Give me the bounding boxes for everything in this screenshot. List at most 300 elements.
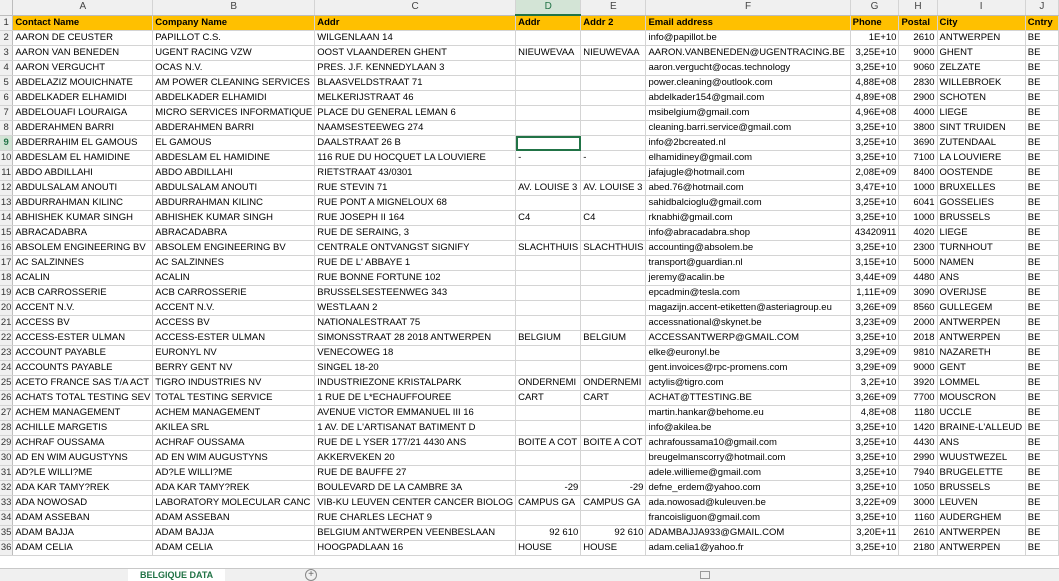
table-cell[interactable]: LEUVEN [937,496,1025,511]
table-cell[interactable]: TURNHOUT [937,241,1025,256]
table-cell[interactable]: transport@guardian.nl [646,256,850,271]
table-cell[interactable]: CAMPUS GA [581,496,646,511]
table-cell[interactable]: PAPILLOT C.S. [153,31,315,46]
table-cell[interactable]: ZELZATE [937,61,1025,76]
table-cell[interactable]: ABDESLAM EL HAMIDINE [13,151,153,166]
table-cell[interactable]: BE [1025,46,1058,61]
table-cell[interactable]: ANS [937,436,1025,451]
table-cell[interactable]: ANTWERPEN [937,541,1025,556]
table-cell[interactable]: 3920 [899,376,937,391]
table-cell[interactable]: 3,25E+10 [850,151,899,166]
table-cell[interactable]: 6041 [899,196,937,211]
row-header[interactable]: 23 [0,346,13,361]
table-cell[interactable]: ABHISHEK KUMAR SINGH [153,211,315,226]
table-cell[interactable]: 2018 [899,331,937,346]
table-cell[interactable]: francoisliguon@gmail.com [646,511,850,526]
table-cell[interactable]: RUE BONNE FORTUNE 102 [315,271,516,286]
table-cell[interactable] [581,121,646,136]
table-cell[interactable] [516,121,581,136]
table-cell[interactable] [581,466,646,481]
table-cell[interactable]: ABDURRAHMAN KILINC [153,196,315,211]
table-cell[interactable]: 3,44E+09 [850,271,899,286]
table-cell[interactable] [581,451,646,466]
table-cell[interactable]: 3,25E+10 [850,511,899,526]
table-cell[interactable]: CENTRALE ONTVANGST SIGNIFY [315,241,516,256]
table-cell[interactable]: ADA NOWOSAD [13,496,153,511]
row-header[interactable]: 5 [0,76,13,91]
table-cell[interactable]: BOULEVARD DE LA CAMBRE 3A [315,481,516,496]
column-header-c[interactable]: C [315,0,516,15]
table-cell[interactable]: 1050 [899,481,937,496]
table-cell[interactable] [516,196,581,211]
table-cell[interactable]: ABDERAHMEN BARRI [153,121,315,136]
table-cell[interactable]: 3,25E+10 [850,196,899,211]
table-cell[interactable]: NIEUWEVAA [516,46,581,61]
table-cell[interactable]: ABDERAHMEN BARRI [13,121,153,136]
table-cell[interactable]: 4020 [899,226,937,241]
table-cell[interactable]: -29 [516,481,581,496]
table-cell[interactable]: ANTWERPEN [937,316,1025,331]
column-header-f[interactable]: F [646,0,850,15]
table-cell[interactable]: ACCESS-ESTER ULMAN [153,331,315,346]
column-header-i[interactable]: I [937,0,1025,15]
table-cell[interactable]: BELGIUM [516,331,581,346]
table-cell[interactable]: ADA KAR TAMY?REK [153,481,315,496]
table-cell[interactable] [516,511,581,526]
table-cell[interactable]: 1000 [899,211,937,226]
table-cell[interactable]: 2990 [899,451,937,466]
table-cell[interactable]: adele.willieme@gmail.com [646,466,850,481]
table-cell[interactable]: 2180 [899,541,937,556]
table-cell[interactable] [581,271,646,286]
table-cell[interactable]: abed.76@hotmail.com [646,181,850,196]
table-cell[interactable]: NAAMSESTEEWEG 274 [315,121,516,136]
row-header[interactable]: 17 [0,256,13,271]
table-cell[interactable]: ABDURRAHMAN KILINC [13,196,153,211]
table-cell[interactable]: 3,25E+10 [850,121,899,136]
table-cell[interactable]: AKILEA SRL [153,421,315,436]
table-cell[interactable]: BE [1025,106,1058,121]
column-header-e[interactable]: E [581,0,646,15]
table-cell[interactable]: BOITE A COT [581,436,646,451]
table-cell[interactable]: ONDERNEMI [581,376,646,391]
table-cell[interactable]: info@akilea.be [646,421,850,436]
table-cell[interactable] [581,256,646,271]
table-cell[interactable]: elhamidiney@gmail.com [646,151,850,166]
table-cell[interactable]: AARON VAN BENEDEN [13,46,153,61]
table-cell[interactable] [516,361,581,376]
table-cell[interactable]: 2830 [899,76,937,91]
table-cell[interactable]: 3,29E+09 [850,346,899,361]
table-cell[interactable]: BE [1025,151,1058,166]
table-cell[interactable]: cleaning.barri.service@gmail.com [646,121,850,136]
table-cell[interactable]: defne_erdem@yahoo.com [646,481,850,496]
table-cell[interactable]: BRUGELETTE [937,466,1025,481]
table-cell[interactable]: -29 [581,481,646,496]
table-cell[interactable]: ADAM ASSEBAN [13,511,153,526]
table-cell[interactable]: BE [1025,301,1058,316]
table-cell[interactable] [581,196,646,211]
row-header[interactable]: 13 [0,196,13,211]
table-cell[interactable]: 116 RUE DU HOCQUET LA LOUVIERE [315,151,516,166]
table-cell[interactable]: WILLEBROEK [937,76,1025,91]
table-cell[interactable]: 4000 [899,106,937,121]
table-cell[interactable]: SLACHTHUIS [516,241,581,256]
column-header-a[interactable]: A [13,0,153,15]
table-cell[interactable] [581,76,646,91]
table-cell[interactable]: 3,25E+10 [850,136,899,151]
row-header[interactable]: 16 [0,241,13,256]
table-cell[interactable]: NIEUWEVAA [581,46,646,61]
table-cell[interactable]: actylis@tigro.com [646,376,850,391]
row-header[interactable]: 18 [0,271,13,286]
column-header-b[interactable]: B [153,0,315,15]
table-cell[interactable]: BE [1025,331,1058,346]
table-cell[interactable]: 2900 [899,91,937,106]
row-header[interactable]: 29 [0,436,13,451]
table-cell[interactable]: BE [1025,226,1058,241]
table-cell[interactable]: ACB CARROSSERIE [153,286,315,301]
table-cell[interactable]: ABDELAZIZ MOUICHNATE [13,76,153,91]
table-cell[interactable]: LABORATORY MOLECULAR CANC [153,496,315,511]
table-cell[interactable] [516,271,581,286]
table-cell[interactable]: 3800 [899,121,937,136]
table-cell[interactable]: NAZARETH [937,346,1025,361]
row-header[interactable]: 28 [0,421,13,436]
table-cell[interactable]: ACALIN [13,271,153,286]
table-cell[interactable]: GHENT [937,46,1025,61]
table-cell[interactable]: 3090 [899,286,937,301]
table-cell[interactable]: OVERIJSE [937,286,1025,301]
table-cell[interactable]: AKKERVEKEN 20 [315,451,516,466]
row-header[interactable]: 9 [0,136,13,151]
row-header[interactable]: 31 [0,466,13,481]
table-cell[interactable]: ANS [937,271,1025,286]
table-cell[interactable]: AVENUE VICTOR EMMANUEL III 16 [315,406,516,421]
table-cell[interactable] [581,31,646,46]
table-cell[interactable]: ACCENT N.V. [153,301,315,316]
table-cell[interactable]: ONDERNEMI [516,376,581,391]
table-cell[interactable]: UCCLE [937,406,1025,421]
table-cell[interactable]: LOMMEL [937,376,1025,391]
table-cell[interactable]: BE [1025,91,1058,106]
row-header[interactable]: 36 [0,541,13,556]
table-cell[interactable]: SINGEL 18-20 [315,361,516,376]
table-cell[interactable]: 3,25E+10 [850,451,899,466]
table-cell[interactable]: ACCESS BV [13,316,153,331]
table-cell[interactable]: RUE PONT A MIGNELOUX 68 [315,196,516,211]
table-cell[interactable]: 7700 [899,391,937,406]
table-cell[interactable]: accounting@absolem.be [646,241,850,256]
table-cell[interactable]: ACCESS-ESTER ULMAN [13,331,153,346]
table-cell[interactable]: HOOGPADLAAN 16 [315,541,516,556]
table-cell[interactable] [581,316,646,331]
table-cell[interactable]: 2610 [899,31,937,46]
column-header-d[interactable]: D [516,0,581,15]
table-cell[interactable]: LIEGE [937,226,1025,241]
table-cell[interactable]: 1160 [899,511,937,526]
table-cell[interactable]: 8560 [899,301,937,316]
table-cell[interactable]: adam.celia1@yahoo.fr [646,541,850,556]
table-cell[interactable] [581,406,646,421]
table-cell[interactable]: 3,25E+10 [850,481,899,496]
table-cell[interactable] [581,511,646,526]
row-header[interactable]: 33 [0,496,13,511]
table-cell[interactable]: 4,88E+08 [850,76,899,91]
row-header[interactable]: 7 [0,106,13,121]
table-cell[interactable]: ANTWERPEN [937,526,1025,541]
table-cell[interactable]: - [581,151,646,166]
table-cell[interactable]: ACHAT@TTESTING.BE [646,391,850,406]
table-cell[interactable]: info@papillot.be [646,31,850,46]
table-cell[interactable]: ACCOUNTS PAYABLE [13,361,153,376]
table-cell[interactable]: ACHEM MANAGEMENT [13,406,153,421]
row-header[interactable]: 20 [0,301,13,316]
table-cell[interactable]: BE [1025,421,1058,436]
table-cell[interactable]: ada.nowosad@kuleuven.be [646,496,850,511]
table-cell[interactable]: 3,26E+09 [850,301,899,316]
column-header-j[interactable]: J [1025,0,1058,15]
table-cell[interactable]: LA LOUVIERE [937,151,1025,166]
table-cell[interactable]: 3,23E+09 [850,316,899,331]
table-cell[interactable]: BE [1025,451,1058,466]
header-cell[interactable]: Phone [850,15,899,31]
table-cell[interactable] [581,106,646,121]
table-cell[interactable]: RUE DE SERAING, 3 [315,226,516,241]
table-cell[interactable]: BE [1025,481,1058,496]
row-header[interactable]: 14 [0,211,13,226]
table-cell[interactable]: SLACHTHUIS [581,241,646,256]
table-cell[interactable]: ACCENT N.V. [13,301,153,316]
table-cell[interactable]: 92 610 [516,526,581,541]
table-cell[interactable]: BE [1025,436,1058,451]
table-cell[interactable]: - [516,151,581,166]
table-cell[interactable]: BE [1025,196,1058,211]
table-cell[interactable] [581,61,646,76]
table-cell[interactable]: ACB CARROSSERIE [13,286,153,301]
table-cell[interactable]: ADAM BAJJA [13,526,153,541]
table-cell[interactable]: 3,47E+10 [850,181,899,196]
table-cell[interactable]: TOTAL TESTING SERVICE [153,391,315,406]
table-cell[interactable]: MICRO SERVICES INFORMATIQUE [153,106,315,121]
table-cell[interactable]: BE [1025,286,1058,301]
table-cell[interactable]: OOSTENDE [937,166,1025,181]
table-cell[interactable]: BE [1025,121,1058,136]
table-cell[interactable]: RUE DE L YSER 177/21 4430 ANS [315,436,516,451]
table-cell[interactable]: ANTWERPEN [937,31,1025,46]
table-cell[interactable]: 8400 [899,166,937,181]
table-cell[interactable] [516,286,581,301]
table-cell[interactable]: AV. LOUISE 3 [516,181,581,196]
table-cell[interactable]: CAMPUS GA [516,496,581,511]
table-cell[interactable]: BE [1025,391,1058,406]
table-cell[interactable]: BERRY GENT NV [153,361,315,376]
table-cell[interactable]: BE [1025,31,1058,46]
header-cell[interactable]: Postal [899,15,937,31]
table-cell[interactable]: EURONYL NV [153,346,315,361]
table-cell[interactable]: ACALIN [153,271,315,286]
header-cell[interactable]: Cntry [1025,15,1058,31]
table-cell[interactable]: BE [1025,241,1058,256]
row-header[interactable]: 27 [0,406,13,421]
table-cell[interactable]: GOSSELIES [937,196,1025,211]
table-cell[interactable]: RUE CHARLES LECHAT 9 [315,511,516,526]
table-cell[interactable]: BE [1025,76,1058,91]
table-cell[interactable]: BE [1025,166,1058,181]
table-cell[interactable]: AUDERGHEM [937,511,1025,526]
table-cell[interactable]: BRUXELLES [937,181,1025,196]
table-cell[interactable]: sahidbalcioglu@gmail.com [646,196,850,211]
table-cell[interactable] [516,301,581,316]
table-cell[interactable]: BE [1025,541,1058,556]
table-cell[interactable]: 7940 [899,466,937,481]
select-all-corner[interactable] [0,0,13,15]
table-cell[interactable]: 1,11E+09 [850,286,899,301]
table-cell[interactable]: info@abracadabra.shop [646,226,850,241]
table-cell[interactable]: 3,25E+10 [850,466,899,481]
table-cell[interactable]: VENECOWEG 18 [315,346,516,361]
table-cell[interactable]: jafajugle@hotmail.com [646,166,850,181]
row-header[interactable]: 8 [0,121,13,136]
row-header[interactable]: 10 [0,151,13,166]
table-cell[interactable]: 9000 [899,46,937,61]
table-cell[interactable]: BRUSSELS [937,481,1025,496]
table-cell[interactable]: C4 [516,211,581,226]
table-cell[interactable]: 3,25E+10 [850,331,899,346]
table-cell[interactable]: ACCOUNT PAYABLE [13,346,153,361]
table-cell[interactable] [516,166,581,181]
row-header[interactable]: 6 [0,91,13,106]
table-cell[interactable]: BE [1025,406,1058,421]
horizontal-scrollbar-icon[interactable] [700,571,710,579]
table-cell[interactable]: 2,08E+09 [850,166,899,181]
table-cell[interactable]: SCHOTEN [937,91,1025,106]
table-cell[interactable]: HOUSE [581,541,646,556]
table-cell[interactable]: ABDELKADER ELHAMIDI [13,91,153,106]
table-cell[interactable]: ACHEM MANAGEMENT [153,406,315,421]
table-cell[interactable]: ABDELKADER ELHAMIDI [153,91,315,106]
table-cell[interactable] [516,91,581,106]
row-header[interactable]: 12 [0,181,13,196]
table-cell[interactable]: 4,96E+08 [850,106,899,121]
table-cell[interactable]: ADAM CELIA [13,541,153,556]
table-cell[interactable] [516,316,581,331]
table-cell[interactable] [516,106,581,121]
table-cell[interactable]: ACETO FRANCE SAS T/A ACT [13,376,153,391]
table-cell[interactable]: ACCESSANTWERP@GMAIL.COM [646,331,850,346]
table-cell[interactable]: EL GAMOUS [153,136,315,151]
table-cell[interactable]: 3,25E+10 [850,421,899,436]
table-cell[interactable]: accessnational@skynet.be [646,316,850,331]
row-header[interactable]: 35 [0,526,13,541]
table-cell[interactable]: breugelmanscorry@hotmail.com [646,451,850,466]
table-cell[interactable]: ACCESS BV [153,316,315,331]
table-cell[interactable] [516,61,581,76]
row-header[interactable]: 22 [0,331,13,346]
table-cell[interactable]: 9810 [899,346,937,361]
table-cell[interactable]: 3000 [899,496,937,511]
table-cell[interactable]: 3,20E+11 [850,526,899,541]
table-cell[interactable]: AV. LOUISE 3 [581,181,646,196]
table-cell[interactable]: info@2bcreated.nl [646,136,850,151]
table-cell[interactable]: BELGIUM [581,331,646,346]
table-cell[interactable]: BELGIUM ANTWERPEN VEENBESLAAN [315,526,516,541]
table-cell[interactable] [516,346,581,361]
row-header[interactable]: 19 [0,286,13,301]
table-cell[interactable] [581,361,646,376]
table-cell[interactable]: BE [1025,376,1058,391]
table-cell[interactable]: aaron.vergucht@ocas.technology [646,61,850,76]
table-cell[interactable]: RUE DE BAUFFE 27 [315,466,516,481]
table-cell[interactable]: GENT [937,361,1025,376]
column-header-g[interactable]: G [850,0,899,15]
table-cell[interactable]: 3,25E+10 [850,436,899,451]
table-cell[interactable]: VIB-KU LEUVEN CENTER CANCER BIOLOG [315,496,516,511]
table-cell[interactable] [516,226,581,241]
table-cell[interactable]: PRES. J.F. KENNEDYLAAN 3 [315,61,516,76]
table-cell[interactable]: ACHATS TOTAL TESTING SEV [13,391,153,406]
table-cell[interactable]: ABRACADABRA [13,226,153,241]
table-cell[interactable]: 1420 [899,421,937,436]
table-cell[interactable]: TIGRO INDUSTRIES NV [153,376,315,391]
table-cell[interactable]: ABRACADABRA [153,226,315,241]
table-cell[interactable]: 2000 [899,316,937,331]
table-cell[interactable]: achrafoussama10@gmail.com [646,436,850,451]
table-cell[interactable]: MOUSCRON [937,391,1025,406]
table-cell[interactable]: 1E+10 [850,31,899,46]
table-cell[interactable]: BE [1025,136,1058,151]
table-cell[interactable]: AC SALZINNES [153,256,315,271]
table-cell[interactable]: BE [1025,181,1058,196]
table-cell[interactable]: ACHRAF OUSSAMA [153,436,315,451]
table-cell[interactable]: 9000 [899,361,937,376]
table-cell[interactable] [581,421,646,436]
table-cell[interactable]: 43420911 [850,226,899,241]
table-cell[interactable] [516,466,581,481]
table-cell[interactable]: BE [1025,361,1058,376]
active-cell[interactable] [516,136,581,151]
table-cell[interactable]: 3690 [899,136,937,151]
table-cell[interactable] [516,451,581,466]
table-cell[interactable]: BE [1025,526,1058,541]
table-cell[interactable]: 3,25E+10 [850,211,899,226]
table-cell[interactable]: AD?LE WILLI?ME [13,466,153,481]
table-cell[interactable]: WUUSTWEZEL [937,451,1025,466]
table-cell[interactable]: 1 AV. DE L'ARTISANAT BATIMENT D [315,421,516,436]
row-header[interactable]: 24 [0,361,13,376]
row-header[interactable]: 11 [0,166,13,181]
row-header[interactable]: 3 [0,46,13,61]
table-cell[interactable]: AARON VERGUCHT [13,61,153,76]
table-cell[interactable]: ABDESLAM EL HAMIDINE [153,151,315,166]
table-cell[interactable]: RUE JOSEPH II 164 [315,211,516,226]
table-cell[interactable] [581,91,646,106]
table-cell[interactable]: PLACE DU GENERAL LEMAN 6 [315,106,516,121]
table-cell[interactable]: 1000 [899,181,937,196]
table-cell[interactable]: SINT TRUIDEN [937,121,1025,136]
table-cell[interactable]: 3,2E+10 [850,376,899,391]
table-cell[interactable] [516,406,581,421]
table-cell[interactable] [581,346,646,361]
table-cell[interactable]: rknabhi@gmail.com [646,211,850,226]
header-cell[interactable]: Contact Name [13,15,153,31]
table-cell[interactable]: ABDO ABDILLAHI [153,166,315,181]
table-cell[interactable] [516,421,581,436]
table-cell[interactable]: CART [516,391,581,406]
table-cell[interactable]: ACHRAF OUSSAMA [13,436,153,451]
table-cell[interactable]: ADAM BAJJA [153,526,315,541]
table-cell[interactable]: gent.invoices@rpc-promens.com [646,361,850,376]
